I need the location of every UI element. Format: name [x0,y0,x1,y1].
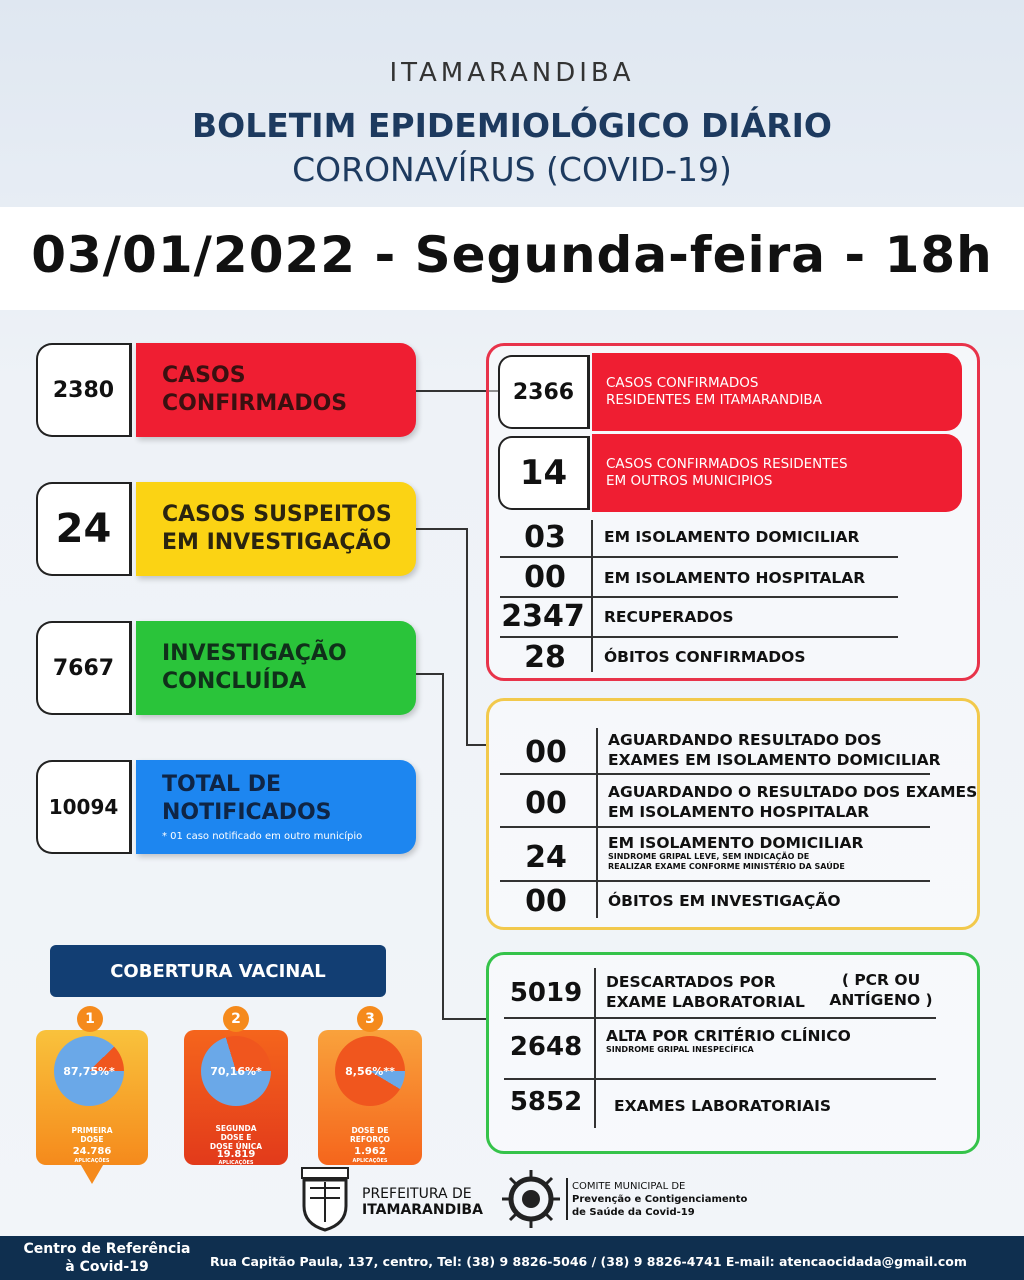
dose2-label-line1: SEGUNDA [215,1124,257,1133]
suspect-count: 24 [36,482,132,576]
dose2-unit: APLICAÇÕES [218,1160,254,1166]
notified-count: 10094 [36,760,132,854]
dose1-label [36,1126,148,1144]
awaiting-hospital-label-line1: AGUARDANDO O RESULTADO DOS EXAMES [608,783,978,801]
confirmed-label-line1: CASOS [162,363,246,388]
dose1-applications: 24.786 [72,1146,112,1157]
dose2-coverage-circle: 70,16%* [201,1036,271,1106]
awaiting-home-label-line1: AGUARDANDO RESULTADO DOS [608,731,882,749]
awaiting-home-count: 00 [525,735,567,770]
bulletin-title: BOLETIM EPIDEMIOLÓGICO DIÁRIO [192,106,832,145]
hospital-isolation-label: EM ISOLAMENTO HOSPITALAR [604,569,866,587]
discarded-method [826,970,936,1010]
suspect-label-line1: CASOS SUSPEITOS [162,502,392,527]
mild-isolation-label [608,834,863,872]
bulletin-subject: CORONAVÍRUS (COVID-19) [292,150,732,189]
row-line [504,1017,936,1019]
prefeitura-crest-icon [296,1166,354,1232]
mild-isolation-note2: REALIZAR EXAME CONFORME MINISTÉRIO DA SAÚDE [608,862,845,871]
recovered-label: RECUPERADOS [604,608,734,626]
connector-concluded-h [416,673,444,675]
dose3-number: 3 [357,1006,383,1032]
comite-divider [566,1178,568,1220]
awaiting-hospital-label [608,782,977,822]
connector-suspect-h [416,528,468,530]
mild-isolation-label-line1: EM ISOLAMENTO DOMICILIAR [608,834,864,852]
discarded-label-line1: DESCARTADOS POR [606,973,776,991]
notified-label-line2: NOTIFICADOS [162,800,332,825]
dose3-coverage-circle: 8,56%** [335,1036,405,1106]
comite-line3: de Saúde da Covid-19 [572,1207,695,1218]
residents-label [592,353,962,431]
concluded-count: 7667 [36,621,132,715]
awaiting-home-label [608,730,941,770]
concluded-label-line2: CONCLUÍDA [162,669,306,694]
clinical-discharge-label [606,1027,851,1055]
prefeitura-line2: ITAMARANDIBA [362,1202,483,1218]
comite-line1: COMITE MUNICIPAL DE [572,1181,686,1192]
connector-concluded-end [442,1018,488,1020]
city-name: ITAMARANDIBA [389,58,635,88]
footer-left-line2: à Covid-19 [65,1259,149,1275]
row-line [500,773,930,775]
dose3-label-line1: DOSE DE [351,1126,389,1135]
suspect-label-line2: EM INVESTIGAÇÃO [162,530,392,555]
connector-suspect-v [466,528,468,746]
dose3-label [318,1126,422,1144]
dose1-label-line2: DOSE [80,1135,104,1144]
others-label-line1: CASOS CONFIRMADOS RESIDENTES [606,456,848,472]
mild-isolation-count: 24 [525,840,567,875]
clinical-discharge-note: SINDROME GRIPAL INESPECÍFICA [606,1045,754,1054]
clinical-discharge-label-line1: ALTA POR CRITÉRIO CLÍNICO [606,1027,851,1045]
comite-text [572,1180,747,1219]
lab-exams-label: EXAMES LABORATORIAIS [614,1097,832,1115]
discarded-label-line2: EXAME LABORATORIAL [606,993,805,1011]
home-isolation-count: 03 [524,520,566,555]
prefeitura-line1: PREFEITURA DE [362,1186,472,1202]
deaths-label: ÓBITOS CONFIRMADOS [604,648,806,666]
confirmed-count: 2380 [36,343,132,437]
connector-suspect-end [466,744,488,746]
vaccination-title: COBERTURA VACINAL [50,945,386,997]
row-line [504,1078,936,1080]
dose3-applications: 1.962 [354,1146,386,1157]
dose2-number: 2 [223,1006,249,1032]
confirmed-label [136,343,416,437]
dose2-label [184,1124,288,1151]
row-line [500,880,930,882]
row-line [500,556,898,558]
residents-label-line1: CASOS CONFIRMADOS [606,375,759,391]
suspect-rows-divider [596,728,598,918]
home-isolation-label: EM ISOLAMENTO DOMICILIAR [604,528,860,546]
connector-concluded-v [442,673,444,1020]
deaths-investigation-label: ÓBITOS EM INVESTIGAÇÃO [608,892,841,910]
clinical-discharge-count: 2648 [509,1032,583,1062]
dose1-coverage-circle: 87,75%* [54,1036,124,1106]
residents-count: 2366 [498,355,590,429]
awaiting-hospital-count: 00 [525,786,567,821]
discarded-label [606,972,805,1012]
awaiting-hospital-label-line2: EM ISOLAMENTO HOSPITALAR [608,803,870,821]
footer-reference-center [12,1240,202,1276]
dose1-number: 1 [77,1006,103,1032]
footer-left-line1: Centro de Referência [23,1241,191,1257]
recovered-count: 2347 [501,599,585,634]
bulletin-date: 03/01/2022 - Segunda-feira - 18h [31,226,993,284]
dose2-applications: 19.819 [216,1149,256,1160]
comite-virus-icon [500,1168,562,1230]
suspect-label [136,482,416,576]
notified-label-line1: TOTAL DE [162,772,282,797]
others-count: 14 [498,436,590,510]
residents-label-line2: RESIDENTES EM ITAMARANDIBA [606,392,822,408]
row-line [500,596,898,598]
dose3-unit: APLICAÇÕES [352,1158,388,1164]
prefeitura-text [362,1186,483,1218]
footer-contact: Rua Capitão Paula, 137, centro, Tel: (38) 9 8826-5046 / (38) 9 8826-4741 E-mail: atencaocidada@gmail.com [210,1254,967,1269]
row-line [500,826,930,828]
discarded-method-line1: ( PCR OU [841,971,921,989]
dose2-label-line2: DOSE E [220,1133,252,1142]
comite-line2: Prevenção e Contigenciamento [572,1194,748,1205]
deaths-investigation-count: 00 [525,884,567,919]
confirmed-label-line2: CONFIRMADOS [162,391,348,416]
lab-exams-count: 5852 [509,1087,583,1117]
row-line [500,636,898,638]
others-label-line2: EM OUTROS MUNICIPIOS [606,473,773,489]
hospital-isolation-count: 00 [524,560,566,595]
discarded-count: 5019 [509,978,583,1008]
dose3-label-line2: REFORÇO [349,1135,391,1144]
awaiting-home-label-line2: EXAMES EM ISOLAMENTO DOMICILIAR [608,751,941,769]
notified-label [136,760,416,854]
dose1-unit: APLICAÇÕES [74,1158,110,1164]
mild-isolation-note1: SINDROME GRIPAL LEVE, SEM INDICAÇÃO DE [608,852,810,861]
concluded-label [136,621,416,715]
discarded-method-line2: ANTÍGENO ) [829,991,933,1009]
others-label [592,434,962,512]
dose2-label-line3: DOSE ÚNICA [209,1142,263,1151]
notified-note: * 01 caso notificado em outro município [162,831,363,842]
dose1-label-line1: PRIMEIRA [71,1126,113,1135]
concluded-rows-divider [594,968,596,1128]
deaths-count: 28 [524,640,566,675]
concluded-label-line1: INVESTIGAÇÃO [162,641,347,666]
